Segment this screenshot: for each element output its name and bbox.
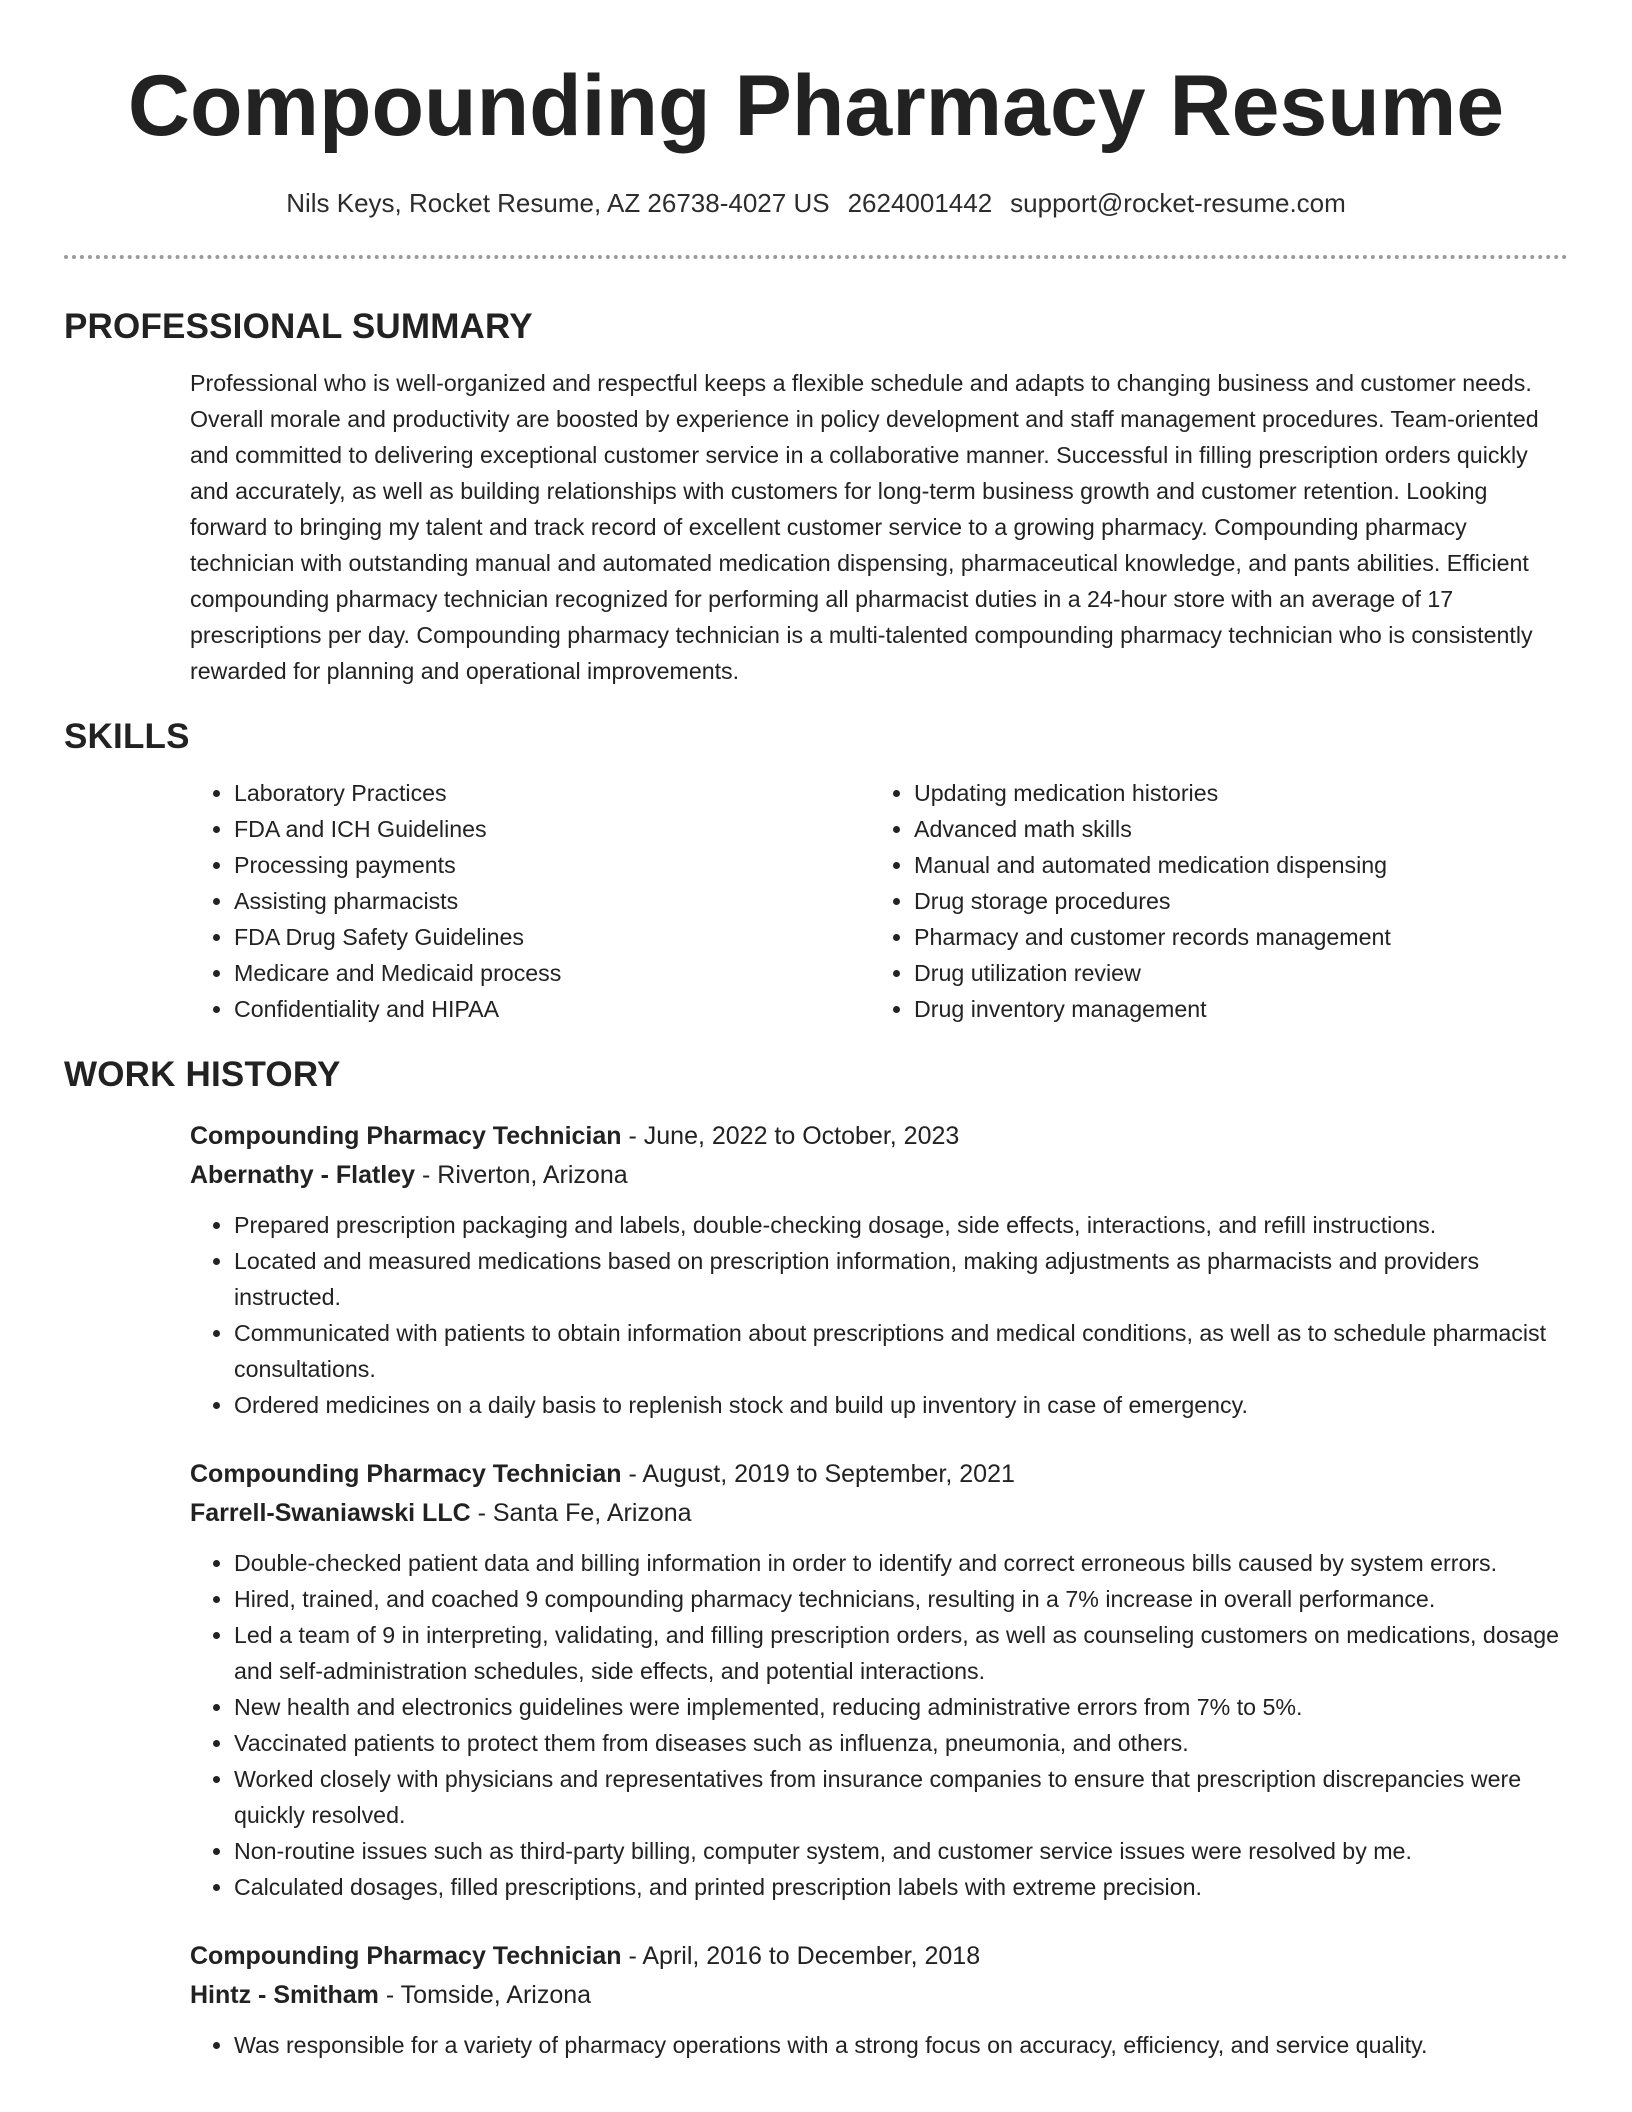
job-bullet: • Was responsible for a variety of pharmacy operations with a strong focus on accuracy, efficiency, and service quality. <box>234 2027 1568 2063</box>
job-bullets <box>190 1545 1568 1905</box>
job-entry <box>190 1937 1568 2063</box>
skill-item: • Drug inventory management <box>914 991 1391 1027</box>
skill-item: • Confidentiality and HIPAA <box>234 991 870 1027</box>
job-bullet: • Located and measured medications based on prescription information, making adjustments as pharmacists and providers instructed. <box>234 1243 1568 1315</box>
job-dates: - August, 2019 to September, 2021 <box>621 1460 1015 1488</box>
job-bullet: • Non-routine issues such as third-party billing, computer system, and customer service issues were resolved by me. <box>234 1833 1568 1869</box>
skills-list-left <box>190 775 870 1027</box>
job-bullet: • Communicated with patients to obtain information about prescriptions and medical conditions, as well as to schedule pharmacist consultations. <box>234 1315 1568 1387</box>
job-dates: - April, 2016 to December, 2018 <box>621 1942 981 1970</box>
skill-item: • Advanced math skills <box>914 811 1391 847</box>
skill-item: • Processing payments <box>234 847 870 883</box>
job-bullet: • Calculated dosages, filled prescriptions, and printed prescription labels with extreme precision. <box>234 1869 1568 1905</box>
contact-phone: 2624001442 <box>847 188 993 218</box>
job-entry <box>190 1117 1568 1423</box>
job-dates: - June, 2022 to October, 2023 <box>621 1122 960 1150</box>
summary-heading: PROFESSIONAL SUMMARY <box>64 307 533 346</box>
skill-item: • Medicare and Medicaid process <box>234 955 870 991</box>
header-divider <box>64 255 1568 259</box>
skill-item: • FDA and ICH Guidelines <box>234 811 870 847</box>
job-entry <box>190 1455 1568 1905</box>
job-bullet: • Led a team of 9 in interpreting, validating, and filling prescription orders, as well as counseling customers on medications, dosage and self-administration schedules, side effects, and potential interactions. <box>234 1617 1568 1689</box>
skill-item: • Pharmacy and customer records management <box>914 919 1391 955</box>
job-bullet: • Double-checked patient data and billing information in order to identify and correct erroneous bills caused by system errors. <box>234 1545 1568 1581</box>
job-title: Compounding Pharmacy Technician <box>190 1122 622 1150</box>
contact-address: Nils Keys, Rocket Resume, AZ 26738-4027 US <box>286 188 830 218</box>
job-company-line <box>190 1156 1568 1195</box>
skill-item: • Assisting pharmacists <box>234 883 870 919</box>
contact-line <box>0 186 1632 220</box>
resume-title: Compounding Pharmacy Resume <box>127 58 1505 154</box>
job-location: - Tomside, Arizona <box>378 1981 592 2009</box>
job-title-line <box>190 1455 1568 1494</box>
summary-text: Professional who is well-organized and respectful keeps a flexible schedule and adapts to changing business and customer needs. Overall morale and productivity are boosted by experience in policy development and staff management procedures. Team-oriented and committed to delivering exceptional customer service in a collaborative manner. Successful in filling prescription orders quickly and accurately, as well as building relationships with customers for long-term business growth and customer retention. Looking forward to bringing my talent and track record of excellent customer service to a growing pharmacy. Compounding pharmacy technician with outstanding manual and automated medication dispensing, pharmaceutical knowledge, and pants abilities. Efficient compounding pharmacy technician recognized for performing all pharmacist duties in a 24-hour store with an average of 17 prescriptions per day. Compounding pharmacy technician is a multi-talented compounding pharmacy technician who is consistently rewarded for planning and operational improvements. <box>190 370 1539 684</box>
job-bullet: • Ordered medicines on a daily basis to replenish stock and build up inventory in case of emergency. <box>234 1387 1568 1423</box>
skill-item: • Drug utilization review <box>914 955 1391 991</box>
job-location: - Santa Fe, Arizona <box>470 1499 692 1527</box>
contact-email: support@rocket-resume.com <box>1010 188 1346 218</box>
job-bullet: • New health and electronics guidelines were implemented, reducing administrative errors from 7% to 5%. <box>234 1689 1568 1725</box>
job-bullets <box>190 1207 1568 1423</box>
job-bullet: • Vaccinated patients to protect them from diseases such as influenza, pneumonia, and others. <box>234 1725 1568 1761</box>
skill-item: • Manual and automated medication dispensing <box>914 847 1391 883</box>
job-bullet: • Worked closely with physicians and representatives from insurance companies to ensure that prescription discrepancies were quickly resolved. <box>234 1761 1568 1833</box>
work-history-heading: WORK HISTORY <box>64 1055 341 1094</box>
job-bullet: • Prepared prescription packaging and labels, double-checking dosage, side effects, interactions, and refill instructions. <box>234 1207 1568 1243</box>
skills-section <box>64 715 1568 1027</box>
skill-item: • Updating medication histories <box>914 775 1391 811</box>
job-title: Compounding Pharmacy Technician <box>190 1460 622 1488</box>
skills-list-right <box>870 775 1391 1027</box>
skill-item: • Drug storage procedures <box>914 883 1391 919</box>
job-location: - Riverton, Arizona <box>415 1161 628 1189</box>
job-company-line <box>190 1494 1568 1533</box>
job-company-line <box>190 1976 1568 2015</box>
job-company: Abernathy - Flatley <box>190 1161 416 1189</box>
skill-item: • FDA Drug Safety Guidelines <box>234 919 870 955</box>
job-title-line <box>190 1117 1568 1156</box>
job-title-line <box>190 1937 1568 1976</box>
job-bullets <box>190 2027 1568 2063</box>
job-title: Compounding Pharmacy Technician <box>190 1942 622 1970</box>
job-company: Farrell-Swaniawski LLC <box>190 1499 471 1527</box>
skill-item: • Laboratory Practices <box>234 775 870 811</box>
job-company: Hintz - Smitham <box>190 1981 379 2009</box>
work-history-section <box>64 1053 1568 2063</box>
skills-columns <box>190 775 1568 1027</box>
summary-section <box>64 305 1568 689</box>
job-bullet: • Hired, trained, and coached 9 compounding pharmacy technicians, resulting in a 7% increase in overall performance. <box>234 1581 1568 1617</box>
skills-heading: SKILLS <box>64 717 190 756</box>
